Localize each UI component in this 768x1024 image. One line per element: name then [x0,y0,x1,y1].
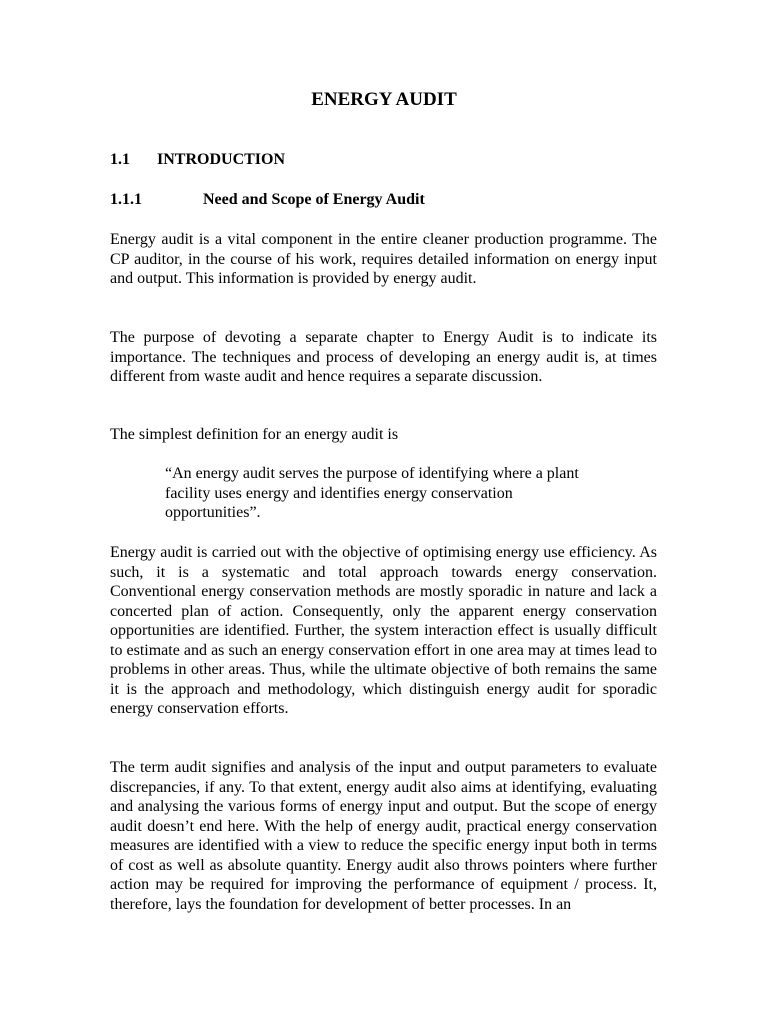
definition-quote: “An energy audit serves the purpose of identifying where a plant facility uses energy and identifies energy conservation opportunities”. [165,465,579,522]
paragraph-definition-lead: The simplest definition for an energy audit is [110,426,399,443]
subsection-number: 1.1.1 [110,191,142,208]
paragraph-intro: Energy audit is a vital component in the entire cleaner production programme. The CP auditor, in the course of his work, requires detailed information on energy input and output. This information is provided by energy audit. [110,231,657,288]
subsection-title: Need and Scope of Energy Audit [203,191,425,208]
paragraph-objective: Energy audit is carried out with the objective of optimising energy use efficiency. As such, it is a systematic and total approach towards energy conservation. Conventional energy conservation methods are mostly sporadic in nature and lack a concerted plan of action. Consequently, only the apparent energy conservation opportunities are identified. Further, the system interaction effect is usually difficult to estimate and as such an energy conservation effort in one area may at times lead to problems in other areas. Thus, while the ultimate objective of both remains the same it is the approach and methodology, which distinguish energy audit for sporadic energy conservation efforts. [110,544,657,718]
subsection-heading [110,190,425,210]
paragraph-purpose: The purpose of devoting a separate chapter to Energy Audit is to indicate its importance. The techniques and process of developing an energy audit is, at times different from waste audit and hence requires a separate discussion. [110,329,657,386]
section-title: INTRODUCTION [157,151,286,168]
section-number: 1.1 [110,151,130,168]
document-title: ENERGY AUDIT [311,89,457,110]
paragraph-scope: The term audit signifies and analysis of the input and output parameters to evaluate discrepancies, if any. To that extent, energy audit also aims at identifying, evaluating and analysing the various forms of energy input and output. But the scope of energy audit doesn’t end here. With the help of energy audit, practical energy conservation measures are identified with a view to reduce the specific energy input both in terms of cost as well as absolute quantity. Energy audit also throws pointers where further action may be required for improving the performance of equipment / process. It, therefore, lays the foundation for development of better processes. In an [110,759,657,913]
section-heading [110,150,285,170]
